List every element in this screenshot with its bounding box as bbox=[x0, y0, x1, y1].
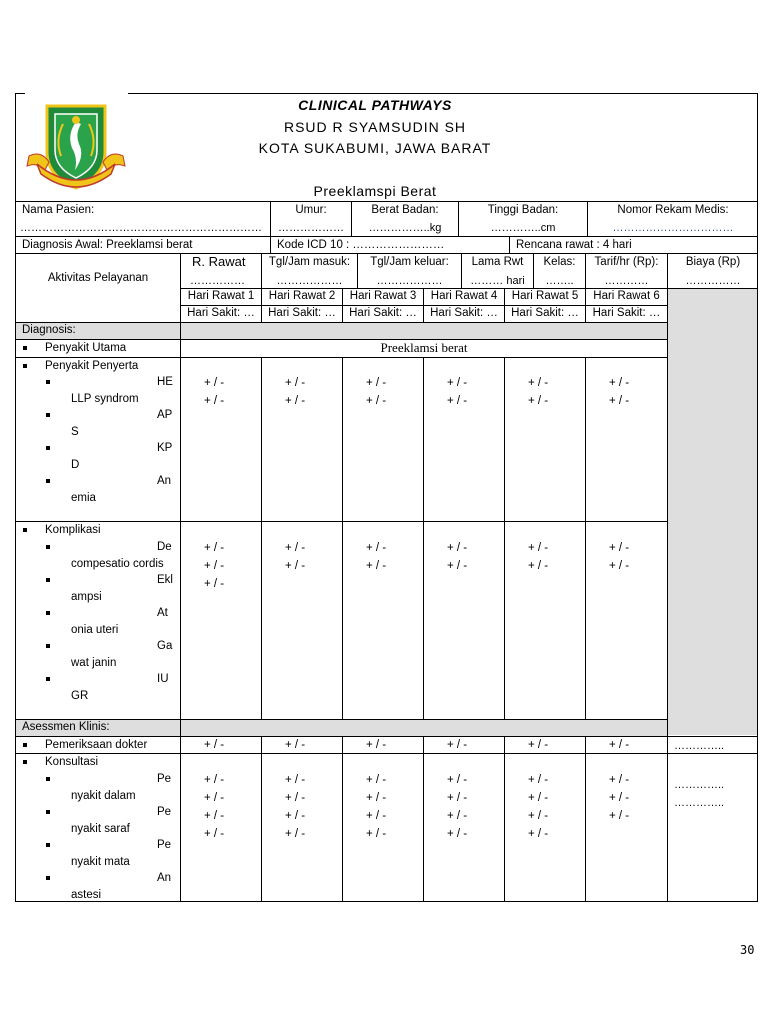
aktivitas-header: Aktivitas Pelayanan bbox=[47, 272, 149, 284]
penyakit-penyerta-label: Penyakit Penyerta bbox=[45, 360, 139, 372]
bullet-icon bbox=[46, 810, 50, 814]
konsultasi-item-a: Pe bbox=[157, 839, 172, 851]
r-rawat-field[interactable]: …………… bbox=[190, 275, 245, 287]
form-title: CLINICAL PATHWAYS bbox=[298, 97, 452, 113]
berat-field[interactable]: ……………..kg bbox=[368, 222, 442, 234]
kelas-header: Kelas: bbox=[543, 256, 576, 268]
vline-bottom-4 bbox=[504, 736, 505, 902]
konsultasi-mark-day2[interactable]: + / - + / - + / - + / - bbox=[285, 774, 306, 840]
konsultasi-mark-day6[interactable]: + / - + / - + / - bbox=[609, 774, 630, 822]
bullet-icon bbox=[46, 446, 50, 450]
penyerta-mark-day6[interactable]: + / - + / - bbox=[609, 377, 630, 407]
bullet-icon bbox=[46, 843, 50, 847]
diagnosis-awal: Diagnosis Awal: Preeklamsi berat bbox=[22, 239, 193, 251]
komplikasi-item-a: De bbox=[157, 541, 172, 553]
hospital-name: RSUD R SYAMSUDIN SH bbox=[283, 119, 467, 135]
penyerta-item-b: LLP syndrom bbox=[71, 393, 139, 405]
komplikasi-item-a: At bbox=[157, 607, 168, 619]
komplikasi-mark-day4[interactable]: + / - + / - bbox=[447, 542, 468, 572]
line-info-top bbox=[15, 201, 758, 202]
bullet-icon bbox=[46, 479, 50, 483]
komplikasi-item-a: Ekl bbox=[157, 574, 173, 586]
pemeriksaan-label: Pemeriksaan dokter bbox=[45, 739, 148, 751]
vline-diag-1 bbox=[270, 236, 271, 253]
umur-field[interactable]: ……………… bbox=[278, 222, 344, 234]
komplikasi-item-b: GR bbox=[71, 690, 89, 702]
komplikasi-label: Komplikasi bbox=[45, 524, 101, 536]
tarif-header: Tarif/hr (Rp): bbox=[594, 256, 659, 268]
kode-icd[interactable]: Kode ICD 10 : …………………… bbox=[277, 239, 445, 251]
biaya-header: Biaya (Rp) bbox=[685, 256, 741, 268]
konsultasi-item-b: astesi bbox=[71, 889, 102, 901]
line-diag-bottom bbox=[15, 253, 758, 254]
konsultasi-mark-day4[interactable]: + / - + / - + / - + / - bbox=[447, 774, 468, 840]
lama-rawat-header: Lama Rwt bbox=[471, 256, 524, 268]
condition-title: Preeklamspi Berat bbox=[313, 183, 437, 199]
penyerta-item-a: AP bbox=[157, 409, 173, 421]
bullet-icon bbox=[46, 545, 50, 549]
komplikasi-item-b: onia uteri bbox=[71, 624, 119, 636]
konsultasi-item-a: An bbox=[157, 872, 172, 884]
penyerta-mark-day5[interactable]: + / - + / - bbox=[528, 377, 549, 407]
konsultasi-item-b: nyakit dalam bbox=[71, 790, 136, 802]
line-asesmen-bottom bbox=[15, 736, 758, 737]
komplikasi-item-a: IU bbox=[157, 673, 169, 685]
hari-rawat-4: Hari Rawat 4 bbox=[430, 290, 498, 302]
rencana-rawat: Rencana rawat : 4 hari bbox=[516, 239, 632, 251]
penyerta-mark-day4[interactable]: + / - + / - bbox=[447, 377, 468, 407]
bullet-icon bbox=[46, 677, 50, 681]
hari-rawat-2: Hari Rawat 2 bbox=[268, 290, 336, 302]
komplikasi-item-a: Ga bbox=[157, 640, 173, 652]
line-hari-bottom bbox=[15, 322, 667, 323]
komplikasi-mark-day2[interactable]: + / - + / - bbox=[285, 542, 306, 572]
lama-rawat-field[interactable]: ……… hari bbox=[470, 275, 525, 287]
hari-rawat-1: Hari Rawat 1 bbox=[187, 290, 255, 302]
bullet-icon bbox=[46, 644, 50, 648]
penyerta-item-b: emia bbox=[71, 492, 96, 504]
tarif-field[interactable]: ………… bbox=[604, 275, 649, 287]
bullet-icon bbox=[46, 876, 50, 880]
penyerta-mark-day3[interactable]: + / - + / - bbox=[366, 377, 387, 407]
tgl-masuk-header: Tgl/Jam masuk: bbox=[268, 256, 351, 268]
hari-sakit-1[interactable]: Hari Sakit: … bbox=[187, 307, 255, 319]
bullet-icon bbox=[23, 528, 27, 532]
vline-body-2 bbox=[342, 357, 343, 719]
vline-bottom-3 bbox=[423, 736, 424, 902]
konsultasi-biaya-1[interactable]: ………….. bbox=[674, 779, 725, 791]
pemeriksaan-mark-day4[interactable]: + / - bbox=[447, 739, 468, 751]
komplikasi-mark-day3[interactable]: + / - + / - bbox=[366, 542, 387, 572]
vline-body-5 bbox=[585, 357, 586, 719]
konsultasi-mark-day3[interactable]: + / - + / - + / - + / - bbox=[366, 774, 387, 840]
bullet-icon bbox=[23, 346, 27, 350]
penyerta-mark-day1[interactable]: + / - + / - bbox=[204, 377, 225, 407]
komplikasi-item-b: ampsi bbox=[71, 591, 102, 603]
vline-bottom-5 bbox=[585, 736, 586, 902]
bullet-icon bbox=[23, 364, 27, 368]
pemeriksaan-mark-day2[interactable]: + / - bbox=[285, 739, 306, 751]
diagnosis-label: Diagnosis: bbox=[22, 324, 76, 336]
line-hari-top bbox=[180, 288, 758, 289]
nama-pasien-label: Nama Pasien: bbox=[22, 204, 95, 216]
tinggi-label: Tinggi Badan: bbox=[487, 204, 559, 216]
frame-gap bbox=[25, 91, 128, 95]
konsultasi-item-a: Pe bbox=[157, 806, 172, 818]
konsultasi-label: Konsultasi bbox=[45, 756, 99, 768]
hari-sakit-6[interactable]: Hari Sakit: … bbox=[592, 307, 661, 319]
hari-sakit-4[interactable]: Hari Sakit: … bbox=[430, 307, 498, 319]
komplikasi-item-b: compesatio cordis bbox=[71, 558, 164, 570]
hari-sakit-2[interactable]: Hari Sakit: … bbox=[268, 307, 336, 319]
vline-col-0b bbox=[180, 339, 181, 902]
tgl-keluar-header: Tgl/Jam keluar: bbox=[370, 256, 449, 268]
line-penyerta-bottom bbox=[15, 521, 667, 522]
bullet-icon bbox=[46, 413, 50, 417]
hari-rawat-5: Hari Rawat 5 bbox=[511, 290, 579, 302]
konsultasi-biaya-2[interactable]: ………….. bbox=[674, 797, 725, 809]
bullet-icon bbox=[23, 760, 27, 764]
penyakit-utama-value: Preeklamsi berat bbox=[380, 340, 468, 355]
line-komplikasi-bottom bbox=[15, 719, 667, 720]
berat-label: Berat Badan: bbox=[371, 204, 439, 216]
komplikasi-mark-day1[interactable]: + / - + / - + / - bbox=[204, 542, 225, 590]
bullet-icon bbox=[46, 611, 50, 615]
konsultasi-item-b: nyakit mata bbox=[71, 856, 130, 868]
penyerta-item-a: HE bbox=[157, 376, 173, 388]
hari-rawat-3: Hari Rawat 3 bbox=[349, 290, 417, 302]
asesmen-label: Asessmen Klinis: bbox=[22, 721, 110, 733]
vline-body-4 bbox=[504, 357, 505, 719]
hospital-city: KOTA SUKABUMI, JAWA BARAT bbox=[258, 140, 492, 156]
hari-sakit-3[interactable]: Hari Sakit: … bbox=[349, 307, 417, 319]
vline-bottom-2 bbox=[342, 736, 343, 902]
konsultasi-item-b: nyakit saraf bbox=[71, 823, 130, 835]
rekam-medis-label: Nomor Rekam Medis: bbox=[617, 204, 729, 216]
page-number: 30 bbox=[740, 943, 755, 957]
penyakit-utama-label: Penyakit Utama bbox=[45, 342, 127, 354]
penyerta-item-a: An bbox=[157, 475, 172, 487]
hari-sakit-5[interactable]: Hari Sakit: … bbox=[511, 307, 579, 319]
bullet-icon bbox=[46, 578, 50, 582]
line-diagnosis-bottom bbox=[15, 339, 667, 340]
rekam-medis-field[interactable]: …………………………… bbox=[612, 222, 734, 234]
vline-hdr-6 bbox=[667, 253, 668, 902]
vline-body-3 bbox=[423, 357, 424, 719]
pemeriksaan-mark-day6[interactable]: + / - bbox=[609, 739, 630, 751]
line-pemeriksaan-bottom bbox=[15, 753, 758, 754]
tgl-keluar-field[interactable]: ……………… bbox=[376, 275, 443, 287]
nama-pasien-field[interactable]: ………………………………………………………… bbox=[20, 222, 262, 234]
hari-rawat-6: Hari Rawat 6 bbox=[593, 290, 660, 302]
r-rawat-header: R. Rawat bbox=[192, 254, 246, 269]
vline-diag-2 bbox=[509, 236, 510, 253]
sukabumi-emblem-icon bbox=[25, 100, 127, 196]
komplikasi-item-b: wat janin bbox=[71, 657, 117, 669]
konsultasi-mark-day1[interactable]: + / - + / - + / - + / - bbox=[204, 774, 225, 840]
komplikasi-mark-day6[interactable]: + / - + / - bbox=[609, 542, 630, 572]
pemeriksaan-mark-day1[interactable]: + / - bbox=[204, 739, 225, 751]
tinggi-field[interactable]: …………..cm bbox=[490, 222, 556, 234]
umur-label: Umur: bbox=[295, 204, 327, 216]
bullet-icon bbox=[46, 777, 50, 781]
vline-bottom-1 bbox=[261, 736, 262, 902]
pemeriksaan-mark-day5[interactable]: + / - bbox=[528, 739, 549, 751]
pemeriksaan-biaya[interactable]: ………….. bbox=[674, 740, 725, 752]
penyerta-item-a: KP bbox=[157, 442, 173, 454]
bullet-icon bbox=[46, 380, 50, 384]
konsultasi-item-a: Pe bbox=[157, 773, 172, 785]
komplikasi-mark-day5[interactable]: + / - + / - bbox=[528, 542, 549, 572]
bullet-icon bbox=[23, 743, 27, 747]
vline-body-1 bbox=[261, 357, 262, 719]
penyerta-mark-day2[interactable]: + / - + / - bbox=[285, 377, 306, 407]
pemeriksaan-mark-day3[interactable]: + / - bbox=[366, 739, 387, 751]
line-info-bottom bbox=[15, 236, 758, 237]
penyerta-item-b: S bbox=[71, 426, 79, 438]
kelas-field[interactable]: …….. bbox=[545, 275, 574, 287]
penyerta-item-b: D bbox=[71, 459, 80, 471]
biaya-field[interactable]: …………… bbox=[685, 275, 741, 287]
tgl-masuk-field[interactable]: ……………… bbox=[276, 275, 343, 287]
line-utama-bottom bbox=[15, 357, 667, 358]
konsultasi-mark-day5[interactable]: + / - + / - + / - + / - bbox=[528, 774, 549, 840]
